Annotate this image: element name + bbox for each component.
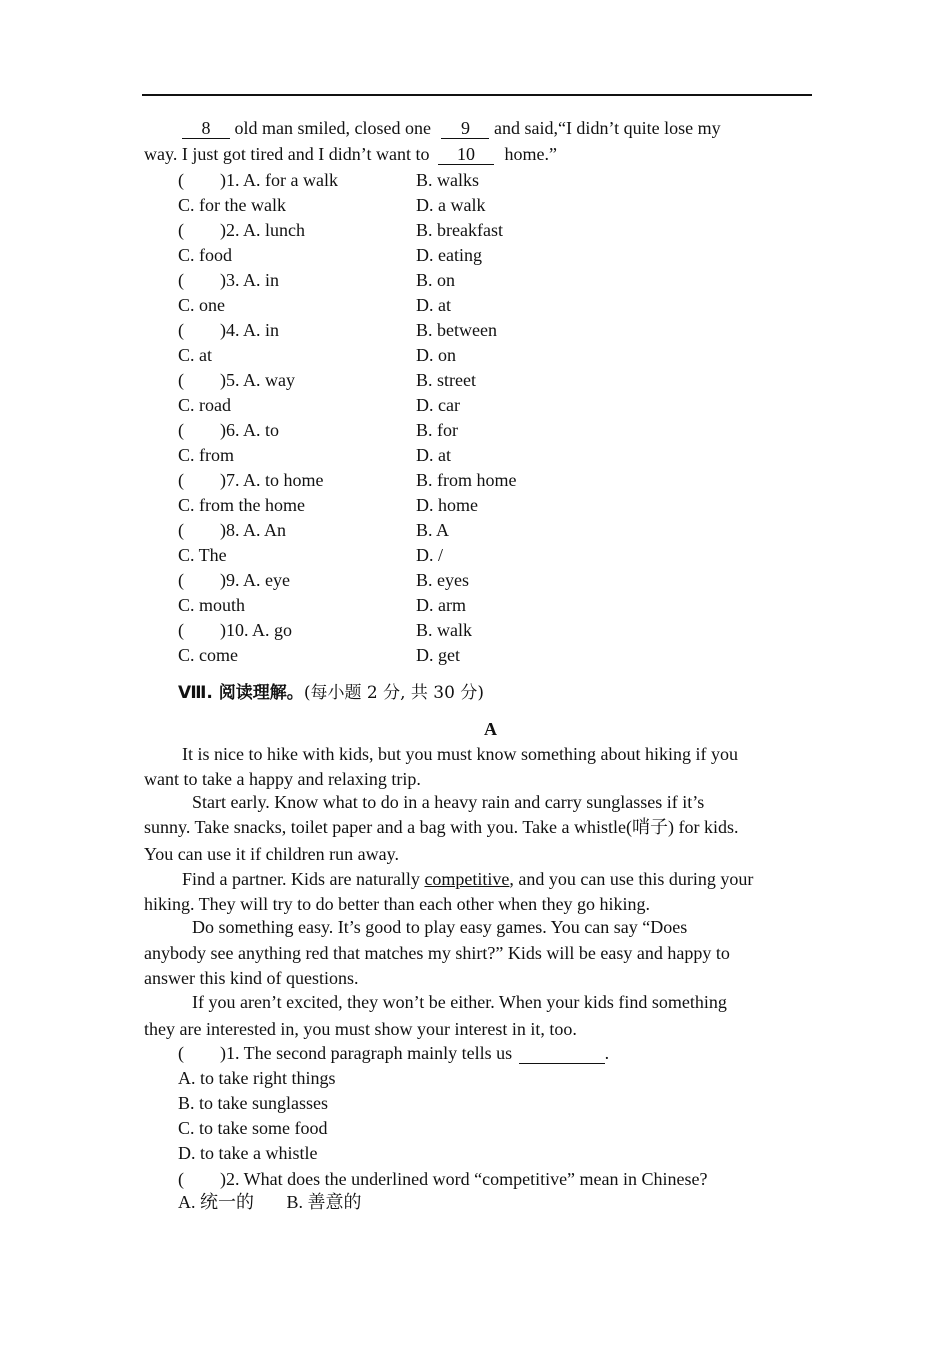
cloze-q7-option-a-stem: ( )7. A. to home	[178, 470, 324, 490]
p1-line-1: It is nice to hike with kids, but you must know something about hiking if you	[182, 744, 738, 764]
p1-line-2: want to take a happy and relaxing trip.	[144, 769, 421, 789]
cloze-q7-option-d: D. home	[416, 495, 478, 515]
cloze-text-b: and said,“I didn’t quite lose my	[493, 118, 721, 138]
blank-8: 8	[182, 118, 230, 139]
cloze-q10-option-c: C. come	[178, 645, 238, 665]
underlined-word: competitive	[424, 869, 510, 889]
cloze-line-1	[182, 116, 721, 140]
cloze-q1-option-c: C. for the walk	[178, 195, 286, 215]
cloze-line2-a: way. I just got tired and I didn’t want to	[144, 144, 430, 164]
cloze-line-2	[144, 142, 557, 166]
passage-title: A	[484, 719, 497, 739]
cloze-q3-option-a-stem: ( )3. A. in	[178, 270, 279, 290]
cloze-q2-option-d: D. eating	[416, 245, 482, 265]
q2-options	[178, 1190, 362, 1214]
cloze-q4-option-b: B. between	[416, 320, 497, 340]
q2-stem: ( )2. What does the underlined word “competitive” mean in Chinese?	[178, 1169, 708, 1189]
cloze-q3-option-c: C. one	[178, 295, 225, 315]
cloze-q4-option-a-stem: ( )4. A. in	[178, 320, 279, 340]
cloze-q8-option-b: B. A	[416, 520, 450, 540]
q1-option-c: C. to take some food	[178, 1118, 328, 1138]
cloze-q6-option-b: B. for	[416, 420, 458, 440]
cloze-q10-option-b: B. walk	[416, 620, 472, 640]
cloze-q3-option-d: D. at	[416, 295, 451, 315]
cloze-q9-option-a-stem: ( )9. A. eye	[178, 570, 290, 590]
p3-line-1	[182, 867, 753, 891]
cloze-q1-option-a-stem: ( )1. A. for a walk	[178, 170, 338, 190]
p4-line-1: Do something easy. It’s good to play easy games. You can say “Does	[192, 917, 688, 937]
p2-line-2: sunny. Take snacks, toilet paper and a bag with you. Take a whistle(哨子) for kids.	[144, 817, 739, 837]
cloze-q4-option-c: C. at	[178, 345, 212, 365]
p5-line-1: If you aren’t excited, they won’t be either. When your kids find something	[192, 992, 727, 1012]
cloze-q2-option-a-stem: ( )2. A. lunch	[178, 220, 305, 240]
cloze-q3-option-b: B. on	[416, 270, 456, 290]
p2-line-1: Start early. Know what to do in a heavy rain and carry sunglasses if it’s	[192, 792, 705, 812]
cloze-q7-option-b: B. from home	[416, 470, 517, 490]
cloze-q5-option-d: D. car	[416, 395, 460, 415]
cloze-q8-option-d: D. /	[416, 545, 443, 565]
q1-stem-text: ( )1. The second paragraph mainly tells us	[178, 1043, 513, 1063]
cloze-q4-option-d: D. on	[416, 345, 456, 365]
cloze-q6-option-c: C. from	[178, 445, 234, 465]
section-note: (每小题 2 分, 共 30 分)	[303, 683, 484, 703]
q1-stem: ( )1. The second paragraph mainly tells us .	[178, 1043, 610, 1063]
cloze-q6-option-a-stem: ( )6. A. to	[178, 420, 279, 440]
blank-10: 10	[438, 144, 494, 165]
blank-9: 9	[441, 118, 489, 139]
q1-option-d: D. to take a whistle	[178, 1143, 318, 1163]
cloze-q8-option-c: C. The	[178, 545, 227, 565]
cloze-q5-option-b: B. street	[416, 370, 476, 390]
cloze-q1-option-b: B. walks	[416, 170, 479, 190]
cloze-q9-option-d: D. arm	[416, 595, 466, 615]
p4-line-3: answer this kind of questions.	[144, 968, 359, 988]
p3-text-b: , and you can use this during your	[509, 869, 754, 889]
cloze-text-a: old man smiled, closed one	[234, 118, 431, 138]
cloze-q1-option-d: D. a walk	[416, 195, 486, 215]
section-heading	[178, 680, 484, 705]
q1-option-a: A. to take right things	[178, 1068, 336, 1088]
q1-blank	[519, 1043, 605, 1064]
p3-line-2: hiking. They will try to do better than each other when they go hiking.	[144, 894, 651, 914]
cloze-q10-option-d: D. get	[416, 645, 460, 665]
cloze-q9-option-b: B. eyes	[416, 570, 469, 590]
cloze-q9-option-c: C. mouth	[178, 595, 246, 615]
q2-option-a: A. 统一的	[178, 1192, 254, 1212]
p4-line-2: anybody see anything red that matches my shirt?” Kids will be easy and happy to	[144, 943, 730, 963]
p3-text-a: Find a partner. Kids are naturally	[182, 869, 420, 889]
cloze-q7-option-c: C. from the home	[178, 495, 305, 515]
cloze-q6-option-d: D. at	[416, 445, 451, 465]
cloze-q2-option-b: B. breakfast	[416, 220, 503, 240]
cloze-q8-option-a-stem: ( )8. A. An	[178, 520, 286, 540]
q1-option-b: B. to take sunglasses	[178, 1093, 328, 1113]
p5-line-2: they are interested in, you must show your interest in it, too.	[144, 1019, 577, 1039]
cloze-q10-option-a-stem: ( )10. A. go	[178, 620, 292, 640]
cloze-line2-b: home.”	[504, 144, 557, 164]
q2-option-b: B. 善意的	[286, 1192, 362, 1212]
cloze-q5-option-c: C. road	[178, 395, 231, 415]
p2-line-3: You can use it if children run away.	[144, 844, 399, 864]
cloze-q2-option-c: C. food	[178, 245, 232, 265]
header-rule	[142, 94, 812, 96]
section-label: Ⅷ. 阅读理解。	[178, 683, 304, 703]
cloze-q5-option-a-stem: ( )5. A. way	[178, 370, 295, 390]
